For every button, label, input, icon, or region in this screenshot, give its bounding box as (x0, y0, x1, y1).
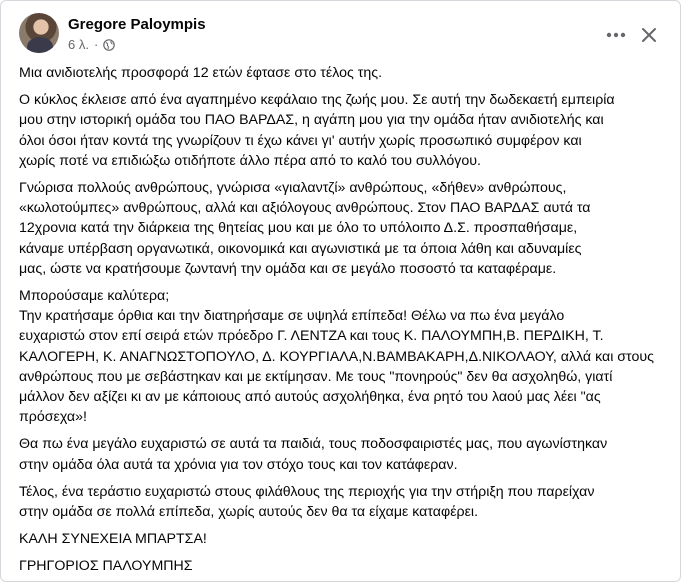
post-header (19, 13, 669, 57)
post-body (19, 63, 664, 582)
post-time[interactable]: 6 λ. (68, 37, 89, 52)
post-meta (68, 37, 115, 52)
meta-separator: · (93, 37, 99, 52)
post-paragraph: Μπορούσαμε καλύτερα; Την κρατήσαμε όρθια και την διατηρήσαμε σε υψηλά επίπεδα! Θέλω να πω ένα μεγάλο ευχαριστώ στον επί σειρά ετών πρόεδρο Γ. ΛΕΝΤΖΑ και τους Κ. ΠΑΛΟΥΜΠΗ,Β. ΠΕΡΔΙΚΗ, Τ. ΚΑΛΟΓΕΡΗ, Κ. ΑΝΑΓΝΩΣΤΟΠΟΥΛΟ, Δ. ΚΟΥΡΓΙΑΛΑ,Ν.ΒΑΜΒΑΚΑΡΗ,Δ.ΝΙΚΟΛΑΟΥ, αλλά και στους ανθρώπους που με σεβάστηκαν και με εκτίμησαν. Με τους "πονηρούς" δεν θα ασχοληθώ, γιατί μάλλον δεν αξίζει κι αν με κάποιους από αυτούς ασχολήθηκα, ένα ρητό του λαού μας λέει "ας πρόσεχα»! (19, 288, 654, 426)
post-paragraph: Ο κύκλος έκλεισε από ένα αγαπημένο κεφάλαιο της ζωής μου. Σε αυτή την δωδεκαετή εμπειρία μου στην ιστορική ομάδα του ΠΑΟ ΒΑΡΔΑΣ, η αγάπη μου για την ομάδα ήταν ανιδιοτελής και όλοι όσοι ήταν κοντά της γνωρίζουν τι έχω κάνει γι' αυτήν χωρίς προσωπικό συμφέρον και χωρίς ποτέ να επιδιώξω οτιδήποτε άλλο πέρα από το καλό του συλλόγου. (19, 92, 615, 169)
avatar[interactable] (19, 13, 59, 53)
post-paragraph: ΓΡΗΓΟΡΙΟΣ ΠΑΛΟΥΜΠΗΣ (19, 558, 193, 575)
globe-icon[interactable] (103, 39, 115, 51)
more-options-icon[interactable] (602, 21, 630, 49)
post-paragraph: ΚΑΛΗ ΣΥΝΕΧΕΙΑ ΜΠΑΡΤΣΑ! (19, 531, 207, 548)
post-paragraph: Θα πω ένα μεγάλο ευχαριστώ σε αυτά τα παιδιά, τους ποδοσφαιριστές μας, που αγωνίστηκαν στην ομάδα όλα αυτά τα χρόνια για τον στόχο τους και τον κατάφεραν. (19, 436, 608, 473)
author-name[interactable]: Gregore Paloympis (68, 16, 206, 33)
post-paragraph: Μια ανιδιοτελής προσφορά 12 ετών έφτασε στο τέλος της. (19, 65, 383, 81)
post-paragraph: Τέλος, ένα τεράστιο ευχαριστώ στους φιλάθλους της περιοχής για την στήριξη που παρείχαν στην ομάδα σε πολλά επίπεδα, χωρίς αυτούς δεν θα τα είχαμε καταφέρει. (19, 483, 595, 521)
close-icon[interactable] (635, 21, 663, 49)
post-paragraph: Γνώρισα πολλούς ανθρώπους, γνώρισα «γιαλαντζί» ανθρώπους, «δήθεν» ανθρώπους, «κωλοτούμπες» ανθρώπους, αλλά και αξιόλογους ανθρώπους. Στον ΠΑΟ ΒΑΡΔΑΣ αυτά τα 12χρονια κατά την διάρκεια της θητείας μου και με όλο το υπόλοιπο Δ.Σ. προσπαθήσαμε, κάναμε υπέρβαση οργανωτικά, οικονομικά και αγωνιστικά με τα όποια λάθη και αδυναμίες μας, ώστε να κρατήσουμε ζωντανή την ομάδα και σε μεγάλο ποσοστό τα καταφέραμε. (19, 180, 591, 277)
